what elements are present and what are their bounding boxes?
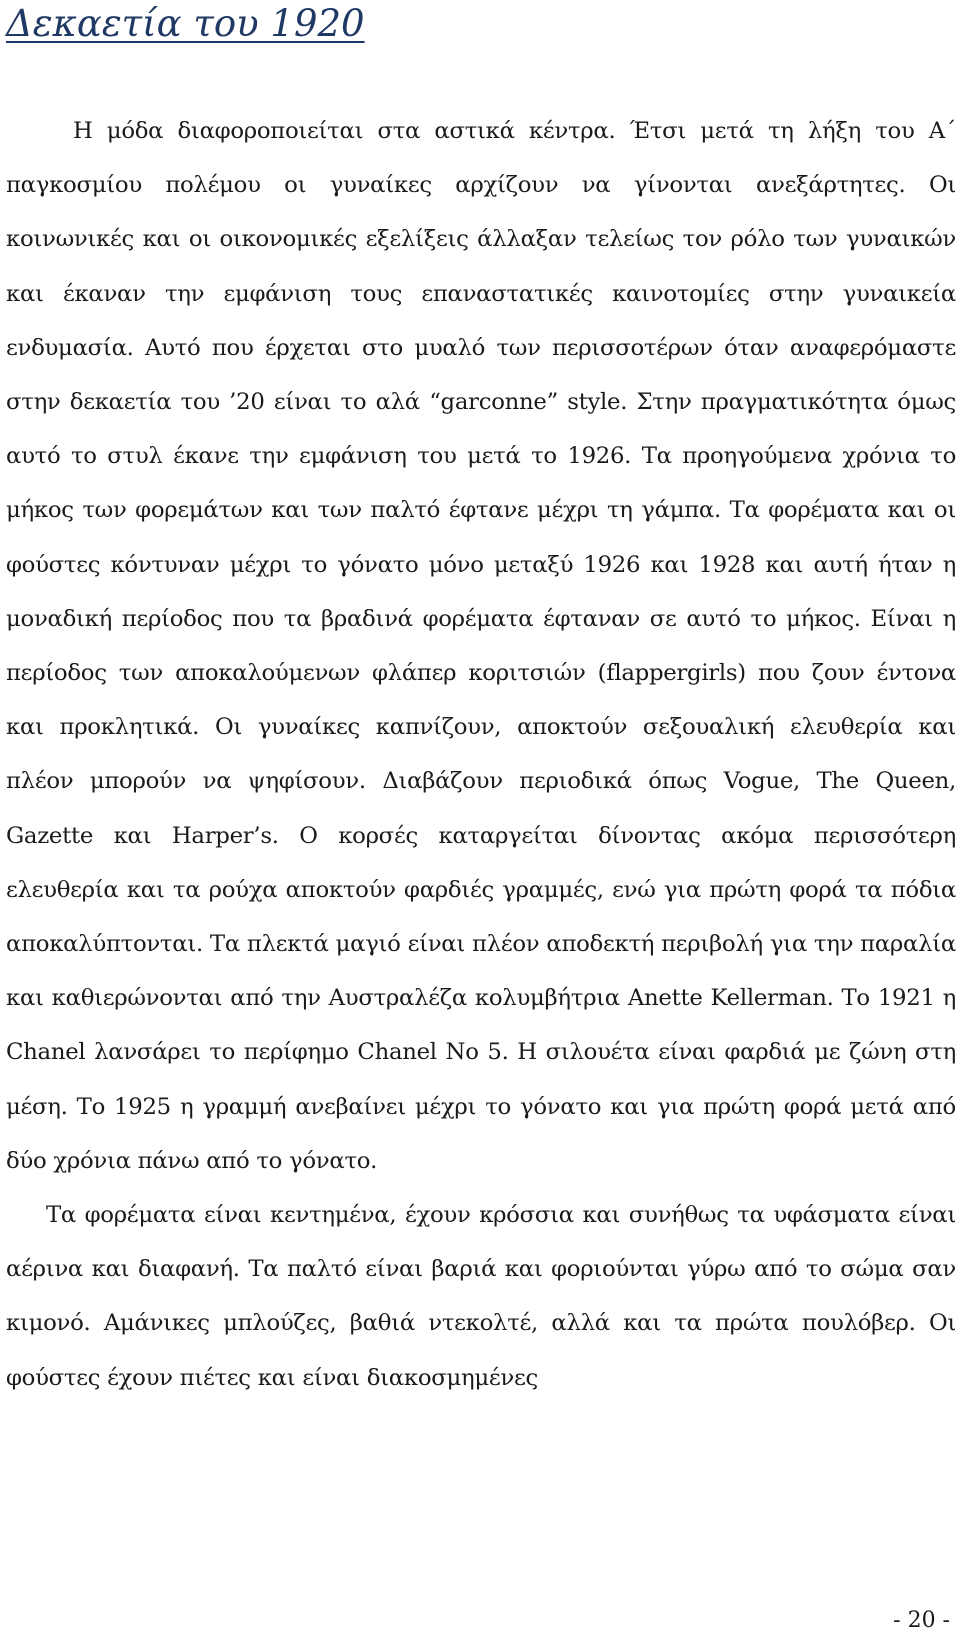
body-paragraph-2: Τα φορέματα είναι κεντημένα, έχουν κρόσσια και συνήθως τα υφάσματα είναι αέρινα και διαφανή. Τα παλτό είναι βαριά και φοριούνται γύρω από το σώμα σαν κιμονό. Αμάνικες μπλούζες, βαθιά ντεκολτέ, αλλά και τα πρώτα πουλόβερ. Οι φούστες έχουν πιέτες και είναι διακοσμημένες bbox=[6, 1202, 956, 1391]
page-number: - 20 - bbox=[893, 1608, 950, 1633]
document-page bbox=[6, 0, 956, 1405]
section-heading: Δεκαετία του 1920 bbox=[6, 2, 365, 45]
body-paragraph-1: Η μόδα διαφοροποιείται στα αστικά κέντρα. Έτσι μετά τη λήξη του Α΄ παγκοσμίου πολέμου οι γυναίκες αρχίζουν να γίνονται ανεξάρτητες. Οι κοινωνικές και οι οικονομικές εξελίξεις άλλαξαν τελείως τον ρόλο των γυναικών και έκαναν την εμφάνιση τους επαναστατικές καινοτομίες στην γυναικεία ενδυμασία. Αυτό που έρχεται στο μυαλό των περισσοτέρων όταν αναφερόμαστε στην δεκαετία του ’20 είναι το αλά “garconne” style. Στην πραγματικότητα όμως αυτό το στυλ έκανε την εμφάνιση του μετά το 1926. Τα προηγούμενα χρόνια το μήκος των φορεμάτων και των παλτό έφτανε μέχρι τη γάμπα. Τα φορέματα και οι φούστες κόντυναν μέχρι το γόνατο μόνο μεταξύ 1926 και 1928 και αυτή ήταν η μοναδική περίοδος που τα βραδινά φορέματα έφταναν σε αυτό το μήκος. Είναι η περίοδος των αποκαλούμενων φλάπερ κοριτσιών (flappergirls) που ζουν έντονα και προκλητικά. Οι γυναίκες καπνίζουν, αποκτούν σεξουαλική ελευθερία και πλέον μπορούν να ψηφίσουν. Διαβάζουν περιοδικά όπως Vogue, The Queen, Gazette και Harper’s. Ο κορσές καταργείται δίνοντας ακόμα περισσότερη ελευθερία και τα ρούχα αποκτούν φαρδιές γραμμές, ενώ για πρώτη φορά τα πόδια αποκαλύπτονται. Τα πλεκτά μαγιό είναι πλέον αποδεκτή περιβολή για την παραλία και καθιερώνονται από την Αυστραλέζα κολυμβήτρια Anette Kellerman. Το 1921 η Chanel λανσάρει το περίφημο Chanel No 5. Η σιλουέτα είναι φαρδιά με ζώνη στη μέση. Το 1925 η γραμμή ανεβαίνει μέχρι το γόνατο και για πρώτη φορά μετά από δύο χρόνια πάνω από το γόνατο. bbox=[6, 118, 956, 1174]
